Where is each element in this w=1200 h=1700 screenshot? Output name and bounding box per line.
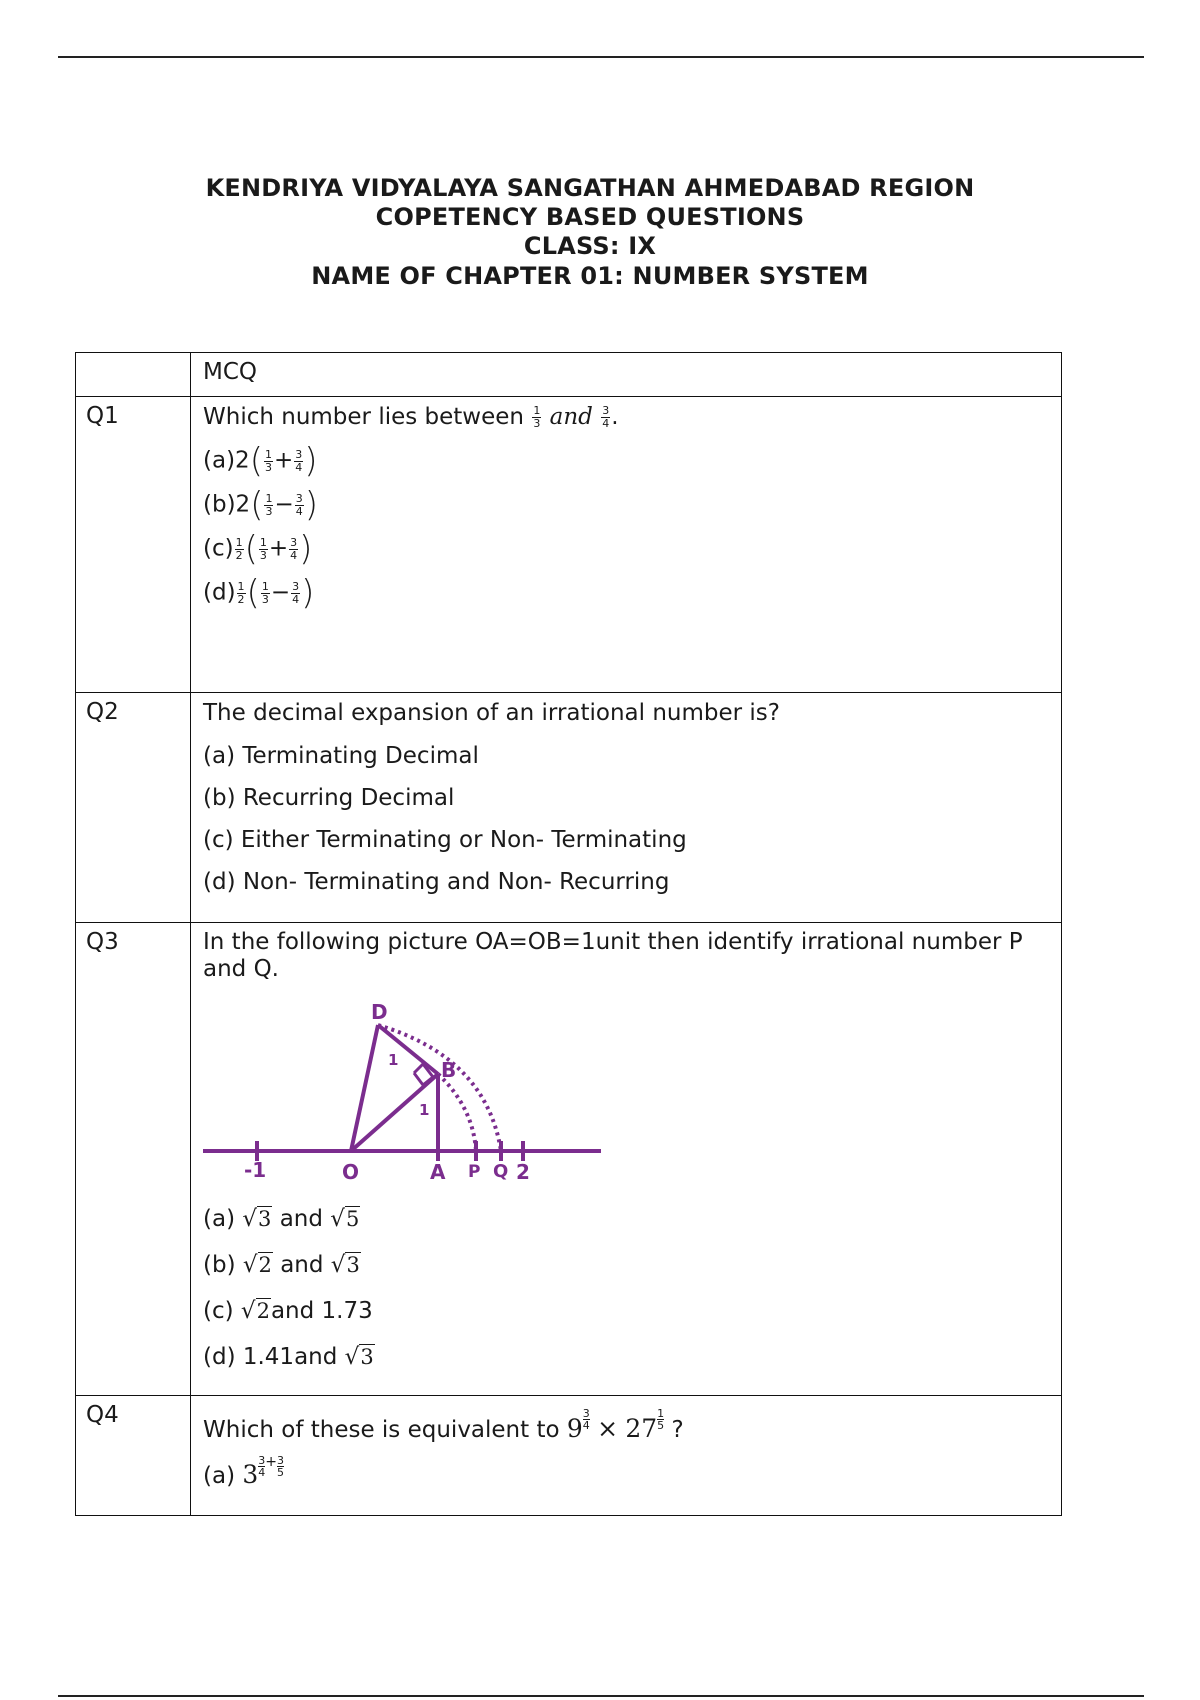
option-a[interactable]: (a) √3 and √5 xyxy=(203,1206,360,1232)
option-a[interactable]: (a) 3 $\frac{3}{4}$ + $\frac{3}{5}$ xyxy=(203,1454,284,1489)
label-a: A xyxy=(430,1160,446,1184)
stem-text: Which number lies between xyxy=(203,404,525,430)
fraction: $\frac{1}{3}$ xyxy=(533,404,541,430)
heading-line-3: CLASS: IX xyxy=(523,232,657,260)
option-a[interactable]: (a) Terminating Decimal xyxy=(203,743,479,769)
option-a[interactable]: (a)2( $\frac{1}{3}$ + $\frac{3}{4}$ ) xyxy=(203,441,318,481)
table-row xyxy=(76,693,1062,923)
question-number: Q4 xyxy=(76,1396,191,1516)
document-heading xyxy=(0,174,1180,291)
option-b[interactable]: (b) √2 and √3 xyxy=(203,1252,360,1278)
option-c[interactable]: (c) √2and 1.73 xyxy=(203,1298,373,1324)
question-stem: Which number lies between $\frac{1}{3}$ and $\frac{3}{4}$ . xyxy=(203,404,619,430)
label-p: P xyxy=(468,1162,481,1182)
label-2: 2 xyxy=(516,1160,530,1184)
option-d[interactable]: (d) Non- Terminating and Non- Recurring xyxy=(203,869,670,895)
label-q: Q xyxy=(493,1161,509,1182)
heading-line-4: NAME OF CHAPTER 01: NUMBER SYSTEM xyxy=(311,262,869,290)
label-one-top: 1 xyxy=(388,1051,399,1069)
label-d: D xyxy=(371,1000,388,1024)
question-stem: In the following picture OA=OB=1unit then identify irrational number P and Q. xyxy=(203,929,1023,982)
question-number: Q2 xyxy=(76,693,191,923)
heading-line-1: KENDRIYA VIDYALAYA SANGATHAN AHMEDABAD REGION xyxy=(205,174,975,202)
label-one-mid: 1 xyxy=(419,1101,430,1119)
table-row xyxy=(76,1396,1062,1516)
top-rule xyxy=(58,56,1144,58)
segment-db xyxy=(378,1025,438,1074)
option-c[interactable]: (c) $\frac{1}{2}$ ( $\frac{1}{3}$ + $\frac{3}{4}$ ) xyxy=(203,529,313,569)
question-mark: ? xyxy=(671,1417,684,1443)
header-empty-cell xyxy=(76,353,191,397)
exponent: $\frac{1}{5}$ xyxy=(657,1407,665,1432)
table-row xyxy=(76,923,1062,1396)
fraction: $\frac{3}{4}$ xyxy=(602,404,610,430)
option-d[interactable]: (d) $\frac{1}{2}$ ( $\frac{1}{3}$ − $\frac{3}{4}$ ) xyxy=(203,573,315,613)
question-stem: The decimal expansion of an irrational number is? xyxy=(203,700,780,726)
question-number: Q1 xyxy=(76,397,191,693)
question-number: Q3 xyxy=(76,923,191,1396)
exponent: $\frac{3}{4}$ xyxy=(582,1407,590,1432)
bottom-rule xyxy=(58,1695,1144,1697)
question-stem xyxy=(203,1407,1049,1445)
question-body xyxy=(191,1396,1062,1516)
label-b: B xyxy=(441,1058,457,1082)
base-9: 9 xyxy=(566,1414,583,1443)
base-27: 27 xyxy=(625,1414,658,1443)
question-body xyxy=(191,693,1062,923)
label-o: O xyxy=(342,1160,360,1184)
option-c[interactable]: (c) Either Terminating or Non- Terminating xyxy=(203,827,687,853)
question-body xyxy=(191,397,1062,693)
stem-text: Which of these is equivalent to xyxy=(203,1417,560,1443)
times-sign: × xyxy=(597,1414,619,1443)
stem-and: and xyxy=(549,404,593,430)
questions-table xyxy=(75,352,1062,1516)
number-line-figure xyxy=(201,997,601,1197)
option-b[interactable]: (b)2( $\frac{1}{3}$ − $\frac{3}{4}$ ) xyxy=(203,485,318,525)
table-header-row xyxy=(76,353,1062,397)
option-d[interactable]: (d) 1.41and √3 xyxy=(203,1344,374,1370)
arc-ob xyxy=(438,1074,476,1151)
heading-line-2: COPETENCY BASED QUESTIONS xyxy=(375,203,805,231)
option-b[interactable]: (b) Recurring Decimal xyxy=(203,785,455,811)
table-row xyxy=(76,397,1062,693)
question-body xyxy=(191,923,1062,1396)
mcq-label: MCQ xyxy=(191,353,1062,397)
label-minus1: -1 xyxy=(244,1158,267,1182)
